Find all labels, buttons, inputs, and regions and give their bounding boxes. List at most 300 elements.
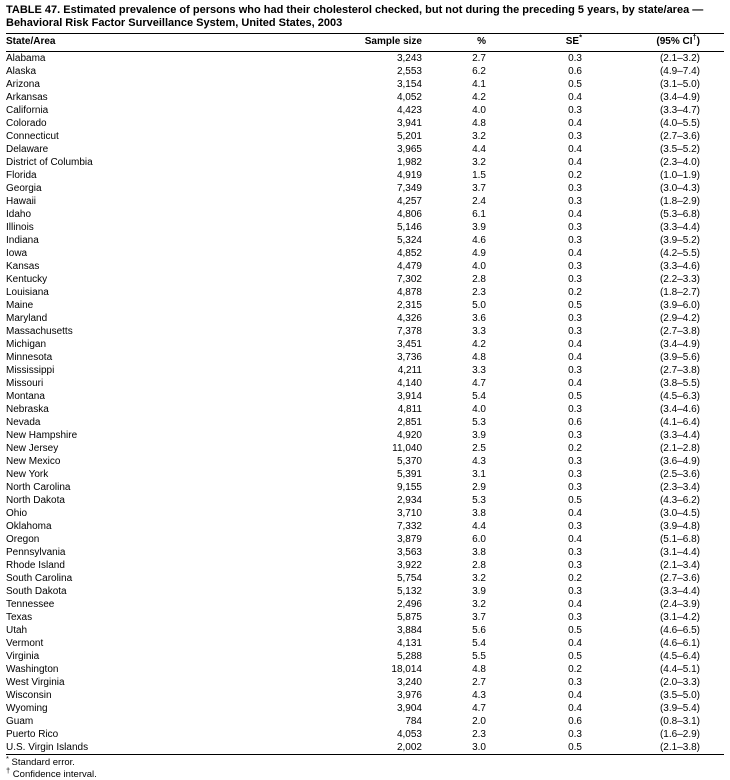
- cell-state: Massachusetts: [6, 326, 73, 337]
- cell-state: Delaware: [6, 144, 49, 155]
- table-row: [6, 260, 724, 273]
- table-row: [6, 403, 724, 416]
- table-row: [6, 494, 724, 507]
- cell-ci: (3.1–4.4): [659, 547, 700, 558]
- cell-ci: (3.3–4.7): [659, 105, 700, 116]
- cell-ci: (1.8–2.9): [659, 196, 700, 207]
- table-row: [6, 377, 724, 390]
- cell-state: Iowa: [6, 248, 28, 259]
- table-row: [6, 598, 724, 611]
- cell-se: 0.3: [568, 404, 582, 415]
- cell-ci: (4.9–7.4): [659, 66, 700, 77]
- cell-sample-size: 4,140: [396, 378, 422, 389]
- cell-percent: 4.8: [472, 664, 486, 675]
- table-row: [6, 195, 724, 208]
- cell-state: District of Columbia: [6, 157, 93, 168]
- cell-sample-size: 784: [405, 716, 422, 727]
- cell-sample-size: 4,423: [396, 105, 422, 116]
- cell-se: 0.4: [568, 534, 582, 545]
- cell-state: South Dakota: [6, 586, 67, 597]
- cell-se: 0.4: [568, 157, 582, 168]
- cell-ci: (2.1–3.8): [582, 741, 724, 755]
- cell-ci: (2.7–3.6): [659, 131, 700, 142]
- cell-state: Maine: [6, 300, 34, 311]
- table-row: [6, 442, 724, 455]
- cell-sample-size: 4,053: [396, 729, 422, 740]
- cell-percent: 3.9: [472, 222, 486, 233]
- cell-sample-size: 4,326: [396, 313, 422, 324]
- cell-state: Kentucky: [6, 274, 48, 285]
- cell-percent: 6.1: [472, 209, 486, 220]
- cell-ci: (2.1–3.2): [659, 53, 700, 64]
- cell-sample-size: 7,302: [396, 274, 422, 285]
- cell-se: 0.2: [568, 287, 582, 298]
- table-row: [6, 104, 724, 117]
- cell-percent: 2.8: [472, 560, 486, 571]
- cell-sample-size: 3,965: [396, 144, 422, 155]
- cell-percent: 3.6: [472, 313, 486, 324]
- cell-ci: (3.9–5.6): [659, 352, 700, 363]
- table-row: [6, 741, 724, 755]
- cell-percent: 4.3: [472, 690, 486, 701]
- cell-state: New Jersey: [6, 443, 59, 454]
- table-row: [6, 572, 724, 585]
- cell-se: 0.4: [568, 599, 582, 610]
- cell-state: Georgia: [6, 183, 42, 194]
- table-row: [6, 117, 724, 130]
- cell-ci: (3.9–4.8): [659, 521, 700, 532]
- cell-ci: (4.5–6.4): [659, 651, 700, 662]
- table-row: [6, 559, 724, 572]
- cell-ci: (2.1–2.8): [659, 443, 700, 454]
- cell-sample-size: 2,553: [396, 66, 422, 77]
- cell-percent: 5.5: [472, 651, 486, 662]
- cell-ci: (2.3–3.4): [659, 482, 700, 493]
- cell-se: 0.3: [568, 430, 582, 441]
- cell-state: Oregon: [6, 534, 40, 545]
- cell-se: 0.2: [568, 573, 582, 584]
- cell-sample-size: 3,243: [396, 53, 422, 64]
- cell-percent: 4.3: [472, 456, 486, 467]
- cell-ci: (4.5–6.3): [659, 391, 700, 402]
- cell-sample-size: 3,154: [396, 79, 422, 90]
- cell-state: Tennessee: [6, 599, 55, 610]
- table-row: [6, 702, 724, 715]
- cell-se: 0.3: [568, 456, 582, 467]
- cell-sample-size: 5,146: [396, 222, 422, 233]
- cell-ci: (4.3–6.2): [659, 495, 700, 506]
- cell-ci: (2.3–4.0): [659, 157, 700, 168]
- cell-state: Wyoming: [6, 703, 48, 714]
- cell-ci: (2.0–3.3): [659, 677, 700, 688]
- cell-percent: 2.8: [472, 274, 486, 285]
- cell-se: 0.3: [568, 677, 582, 688]
- cell-percent: 3.2: [472, 599, 486, 610]
- cell-ci: (3.9–5.2): [659, 235, 700, 246]
- cell-percent: 4.0: [472, 404, 486, 415]
- cell-percent: 3.9: [472, 586, 486, 597]
- cell-sample-size: 2,496: [396, 599, 422, 610]
- cell-se: 0.3: [568, 547, 582, 558]
- cell-percent: 2.7: [472, 677, 486, 688]
- cell-se: 0.2: [568, 443, 582, 454]
- cell-sample-size: 3,904: [396, 703, 422, 714]
- cell-state: Colorado: [6, 118, 47, 129]
- cell-percent: 3.8: [472, 508, 486, 519]
- cell-percent: 4.0: [472, 105, 486, 116]
- cell-state: West Virginia: [6, 677, 65, 688]
- cell-percent: 3.2: [472, 157, 486, 168]
- table-row: [6, 52, 724, 66]
- cell-percent: 5.3: [472, 495, 486, 506]
- cell-percent: 4.6: [472, 235, 486, 246]
- cell-se: 0.3: [568, 729, 582, 740]
- footnote-marker: †: [6, 765, 11, 775]
- table-row: [6, 520, 724, 533]
- cell-state: Minnesota: [6, 352, 53, 363]
- cell-state: Virginia: [6, 651, 40, 662]
- footnotes: [6, 753, 724, 780]
- cell-percent: 5.4: [472, 391, 486, 402]
- footnote: * Standard error.: [6, 753, 75, 768]
- cell-ci: (5.1–6.8): [659, 534, 700, 545]
- table-row: [6, 585, 724, 598]
- prevalence-table: [6, 33, 724, 755]
- cell-sample-size: 5,132: [396, 586, 422, 597]
- cell-ci: (3.0–4.5): [659, 508, 700, 519]
- cell-state: New Mexico: [6, 456, 61, 467]
- cell-state: Oklahoma: [6, 521, 52, 532]
- cell-state: Pennsylvania: [6, 547, 66, 558]
- cell-state: Texas: [6, 612, 33, 623]
- cell-ci: (3.0–4.3): [659, 183, 700, 194]
- cell-se: 0.6: [568, 716, 582, 727]
- table-row: [6, 286, 724, 299]
- cell-state: Indiana: [6, 235, 39, 246]
- cell-percent: 4.7: [472, 378, 486, 389]
- cell-sample-size: 3,879: [396, 534, 422, 545]
- cell-ci: (3.5–5.0): [659, 690, 700, 701]
- cell-ci: (4.6–6.5): [659, 625, 700, 636]
- cell-percent: 4.0: [472, 261, 486, 272]
- cell-sample-size: 5,754: [396, 573, 422, 584]
- table-row: [6, 650, 724, 663]
- cell-ci: (3.1–5.0): [659, 79, 700, 90]
- table-row: [6, 130, 724, 143]
- cell-percent: 5.6: [472, 625, 486, 636]
- cell-sample-size: 3,710: [396, 508, 422, 519]
- col-header-percent: %: [422, 34, 486, 52]
- table-row: [6, 676, 724, 689]
- cell-percent: 3.2: [472, 131, 486, 142]
- cell-se: 0.4: [568, 638, 582, 649]
- cell-state: Mississippi: [6, 365, 55, 376]
- cell-percent: 2.4: [472, 196, 486, 207]
- cell-se: 0.5: [568, 300, 582, 311]
- col-header-state: State/Area: [6, 34, 346, 52]
- col-header-se: [486, 34, 582, 52]
- cell-ci: (2.2–3.3): [659, 274, 700, 285]
- cell-state: Missouri: [6, 378, 44, 389]
- cell-state: Connecticut: [6, 131, 59, 142]
- cell-se: 0.3: [568, 560, 582, 571]
- cell-ci: (1.6–2.9): [659, 729, 700, 740]
- cell-percent: 2.3: [472, 729, 486, 740]
- table-row: [6, 78, 724, 91]
- cell-ci: (2.1–3.4): [659, 560, 700, 571]
- cell-sample-size: 18,014: [391, 664, 422, 675]
- cell-state: Florida: [6, 170, 37, 181]
- table-row: [6, 728, 724, 741]
- cell-ci: (1.8–2.7): [659, 287, 700, 298]
- cell-sample-size: 4,131: [396, 638, 422, 649]
- cell-sample-size: 3,884: [396, 625, 422, 636]
- cell-state: North Carolina: [6, 482, 71, 493]
- cell-se: 0.6: [568, 417, 582, 428]
- table-row: [6, 416, 724, 429]
- table-row: [6, 325, 724, 338]
- se-label: SE: [565, 36, 580, 47]
- cell-ci: (4.4–5.1): [659, 664, 700, 675]
- table-row: [6, 169, 724, 182]
- cell-se: 0.3: [568, 183, 582, 194]
- table-row: [6, 429, 724, 442]
- cell-sample-size: 3,922: [396, 560, 422, 571]
- cell-se: 0.2: [568, 170, 582, 181]
- cell-ci: (0.8–3.1): [659, 716, 700, 727]
- table-row: [6, 208, 724, 221]
- table-title: TABLE 47. Estimated prevalence of persons who had their cholesterol checked, but not during the preceding 5 years, by state/area — Behavioral Risk Factor Surveillance System, United States, 2003: [6, 4, 704, 29]
- cell-state: Kansas: [6, 261, 40, 272]
- cell-state: Utah: [6, 625, 28, 636]
- table-row: [6, 273, 724, 286]
- cell-ci: (3.6–4.9): [659, 456, 700, 467]
- cell-ci: (3.9–6.0): [659, 300, 700, 311]
- cell-se: 0.3: [568, 222, 582, 233]
- cell-percent: 4.2: [472, 339, 486, 350]
- cell-sample-size: 4,852: [396, 248, 422, 259]
- table-row: [6, 234, 724, 247]
- cell-percent: 3.7: [472, 183, 486, 194]
- table-body: [6, 52, 724, 755]
- cell-sample-size: 3,976: [396, 690, 422, 701]
- cell-percent: 3.3: [472, 326, 486, 337]
- cell-state: Washington: [6, 664, 59, 675]
- cell-se: 0.3: [568, 131, 582, 142]
- cell-sample-size: 5,201: [396, 131, 422, 142]
- cell-state: Montana: [6, 391, 45, 402]
- table-row: [6, 546, 724, 559]
- cell-state: Hawaii: [6, 196, 37, 207]
- cell-sample-size: 5,324: [396, 235, 422, 246]
- cell-se: 0.3: [568, 521, 582, 532]
- cell-se: 0.2: [568, 664, 582, 675]
- cell-percent: 2.7: [472, 53, 486, 64]
- cell-state: Puerto Rico: [6, 729, 59, 740]
- col-header-sample-size: Sample size: [346, 34, 422, 52]
- cell-percent: 4.1: [472, 79, 486, 90]
- cell-percent: 4.4: [472, 521, 486, 532]
- cell-se: 0.3: [568, 469, 582, 480]
- cell-percent: 6.2: [472, 66, 486, 77]
- table-row: [6, 364, 724, 377]
- cell-percent: 4.8: [472, 352, 486, 363]
- cell-se: 0.4: [568, 703, 582, 714]
- cell-ci: (3.3–4.6): [659, 261, 700, 272]
- cell-state: Guam: [6, 716, 34, 727]
- cell-percent: 2.3: [472, 287, 486, 298]
- cell-sample-size: 3,240: [396, 677, 422, 688]
- table-row: [6, 624, 724, 637]
- table-row: [6, 247, 724, 260]
- cell-state: South Carolina: [6, 573, 73, 584]
- cell-se: 0.4: [568, 118, 582, 129]
- cell-state: Alaska: [6, 66, 37, 77]
- cell-state: New York: [6, 469, 49, 480]
- table-row: [6, 182, 724, 195]
- table-row: [6, 91, 724, 104]
- cell-ci: (3.4–4.6): [659, 404, 700, 415]
- cell-percent: 2.5: [472, 443, 486, 454]
- cell-se: 0.3: [568, 105, 582, 116]
- cell-sample-size: 4,806: [396, 209, 422, 220]
- cell-se: 0.3: [568, 313, 582, 324]
- cell-ci: (3.1–4.2): [659, 612, 700, 623]
- cell-state: New Hampshire: [6, 430, 78, 441]
- cell-se: 0.3: [568, 235, 582, 246]
- cell-se: 0.4: [568, 92, 582, 103]
- table-row: [6, 468, 724, 481]
- cell-ci: (2.5–3.6): [659, 469, 700, 480]
- cell-se: 0.5: [568, 79, 582, 90]
- cell-sample-size: 4,211: [397, 365, 422, 376]
- cell-ci: (3.9–5.4): [659, 703, 700, 714]
- cell-ci: (4.1–6.4): [659, 417, 700, 428]
- cell-ci: (3.3–4.4): [659, 222, 700, 233]
- cell-se: 0.4: [568, 209, 582, 220]
- cell-state: Arkansas: [6, 92, 48, 103]
- se-footnote-marker: *: [579, 32, 582, 42]
- cell-percent: 2.9: [472, 482, 486, 493]
- cell-percent: 3.8: [472, 547, 486, 558]
- col-header-ci: [582, 34, 724, 52]
- cell-ci: (2.7–3.6): [659, 573, 700, 584]
- cell-percent: 1.5: [472, 170, 486, 181]
- cell-ci: (2.9–4.2): [659, 313, 700, 324]
- cell-ci: (3.5–5.2): [659, 144, 700, 155]
- table-row: [6, 507, 724, 520]
- cell-sample-size: 11,040: [392, 443, 422, 454]
- cell-sample-size: 3,941: [396, 118, 422, 129]
- cell-state: Louisiana: [6, 287, 49, 298]
- cell-percent: 4.8: [472, 118, 486, 129]
- cell-sample-size: 4,479: [396, 261, 422, 272]
- table-row: [6, 312, 724, 325]
- cell-sample-size: 4,052: [396, 92, 422, 103]
- cell-sample-size: 4,919: [396, 170, 422, 181]
- cell-percent: 5.0: [472, 300, 486, 311]
- cell-se: 0.3: [568, 274, 582, 285]
- cell-state: U.S. Virgin Islands: [6, 741, 346, 755]
- cell-sample-size: 7,332: [396, 521, 422, 532]
- cell-ci: (1.0–1.9): [659, 170, 700, 181]
- cell-state: Nevada: [6, 417, 41, 428]
- table-row: [6, 689, 724, 702]
- table-header: [6, 34, 724, 52]
- cell-percent: 4.7: [472, 703, 486, 714]
- cell-percent: 5.4: [472, 638, 486, 649]
- footnote: † Confidence interval.: [6, 765, 97, 780]
- ci-label-prefix: (95% CI: [656, 36, 693, 47]
- table-row: [6, 455, 724, 468]
- cell-ci: (3.4–4.9): [659, 339, 700, 350]
- cell-sample-size: 3,736: [396, 352, 422, 363]
- table-row: [6, 65, 724, 78]
- cell-se: 0.3: [568, 196, 582, 207]
- cell-sample-size: 7,378: [396, 326, 422, 337]
- cell-se: 0.4: [568, 144, 582, 155]
- table-row: [6, 715, 724, 728]
- cell-se: 0.3: [568, 586, 582, 597]
- cell-state: California: [6, 105, 49, 116]
- cell-percent: 4.9: [472, 248, 486, 259]
- cell-ci: (4.2–5.5): [659, 248, 700, 259]
- table-row: [6, 611, 724, 624]
- cell-state: Idaho: [6, 209, 32, 220]
- cell-state: Rhode Island: [6, 560, 65, 571]
- cell-ci: (2.7–3.8): [659, 326, 700, 337]
- cell-state: Ohio: [6, 508, 28, 519]
- cell-sample-size: 5,288: [396, 651, 422, 662]
- cell-sample-size: 3,563: [396, 547, 422, 558]
- cell-state: Nebraska: [6, 404, 49, 415]
- cell-state: Arizona: [6, 79, 40, 90]
- cell-se: 0.4: [568, 508, 582, 519]
- header-row: [6, 34, 724, 52]
- cell-se: 0.5: [568, 651, 582, 662]
- cell-se: 0.5: [568, 495, 582, 506]
- table-row: [6, 663, 724, 676]
- cell-se: 0.4: [568, 690, 582, 701]
- cell-se: 0.5: [486, 741, 582, 755]
- cell-sample-size: 4,257: [396, 196, 422, 207]
- cell-se: 0.5: [568, 391, 582, 402]
- cell-sample-size: 1,982: [396, 157, 422, 168]
- cell-sample-size: 7,349: [396, 183, 422, 194]
- table-row: [6, 299, 724, 312]
- table-row: [6, 338, 724, 351]
- cell-sample-size: 5,875: [396, 612, 422, 623]
- cell-ci: (3.3–4.4): [659, 586, 700, 597]
- cell-state: North Dakota: [6, 495, 65, 506]
- cell-percent: 3.1: [472, 469, 486, 480]
- cell-state: Michigan: [6, 339, 47, 350]
- ci-label-suffix: ): [696, 36, 700, 47]
- cell-sample-size: 5,370: [396, 456, 422, 467]
- cell-ci: (3.8–5.5): [659, 378, 700, 389]
- cell-sample-size: 2,002: [346, 741, 422, 755]
- cell-se: 0.4: [568, 248, 582, 259]
- cell-sample-size: 2,934: [396, 495, 422, 506]
- cell-percent: 3.2: [472, 573, 486, 584]
- cell-sample-size: 4,920: [396, 430, 422, 441]
- cell-sample-size: 4,811: [397, 404, 422, 415]
- cell-ci: (5.3–6.8): [659, 209, 700, 220]
- cell-ci: (4.0–5.5): [659, 118, 700, 129]
- cell-se: 0.3: [568, 53, 582, 64]
- table-row: [6, 533, 724, 546]
- cell-percent: 4.2: [472, 92, 486, 103]
